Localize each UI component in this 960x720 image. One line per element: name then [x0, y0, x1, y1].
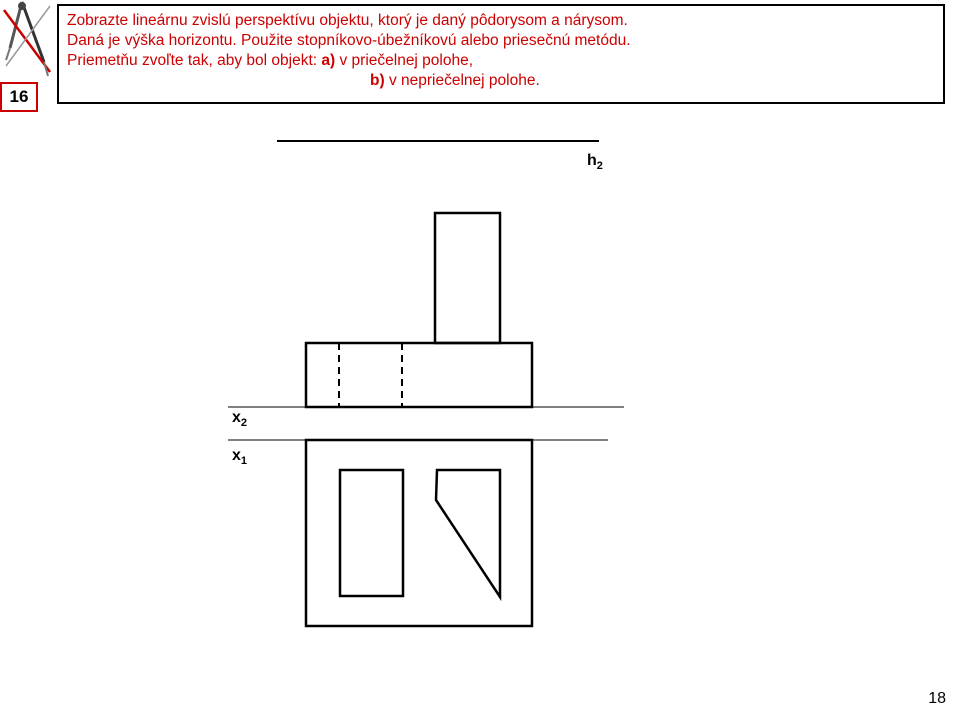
- option-a-text: v priečelnej polohe,: [335, 52, 474, 69]
- axis-x2-sub: 2: [240, 417, 248, 429]
- horizon-label-sub: 2: [596, 160, 603, 172]
- task-line-3-text: Priemetňu zvoľte tak, aby bol objekt:: [67, 52, 322, 69]
- axis-x2-label: $x_2$: [232, 409, 248, 429]
- plan-trapezoid: [436, 470, 500, 597]
- option-b-label: b): [370, 72, 385, 89]
- axis-x1-sub: 1: [240, 455, 248, 467]
- task-line-1: Zobrazte lineárnu zvislú perspektívu objektu, ktorý je daný pôdorysom a nárysom.: [67, 12, 628, 29]
- axis-x1-label: $x_1$: [232, 447, 248, 467]
- plan-rectangle: [340, 470, 403, 596]
- front-view-tower: [435, 213, 500, 343]
- task-number-badge: 16: [0, 82, 38, 112]
- task-line-2: Daná je výška horizontu. Použite stopníkovo-úbežníkovú alebo priesečnú metódu.: [67, 32, 631, 49]
- option-b-text: v nepriečelnej polohe.: [384, 72, 540, 89]
- horizon-label: $h_2$: [587, 152, 603, 172]
- option-a-label: a): [321, 52, 336, 69]
- page-number: 18: [928, 690, 946, 707]
